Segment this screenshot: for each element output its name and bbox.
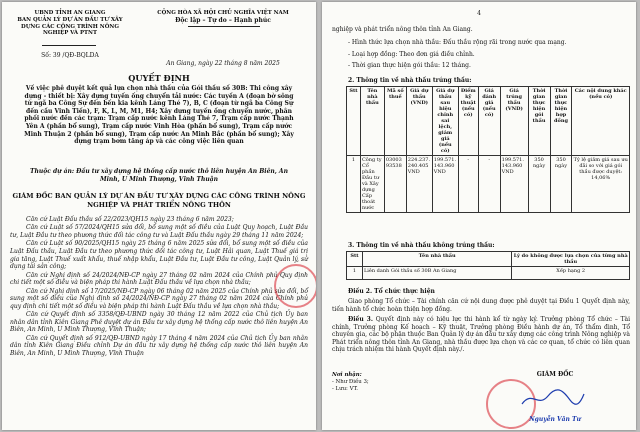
table-cell: 199.571. 143.960 VND	[500, 156, 528, 213]
section-2-title: 2. Thông tin về nhà thầu trúng thầu:	[348, 77, 472, 84]
section-3-title: 3. Thông tin về nhà thầu không trúng thầu:	[348, 242, 495, 249]
article-3-text: Quyết định này có hiệu lực thi hành kể từ ngày ký. Trưởng phòng Tổ chức – Tài chính, Trưởng phòng Kế hoạch – Kỹ thuật, Trưởng phòng Điều hành dự án, Tổ thẩm định, Tổ chuyên gia, các bộ phận thuộc Ban Quản lý dự án đầu tư xây dựng các công trình Nông nghiệp và Phát triển nông thôn tỉnh An Giang, nhà thầu được lựa chọn và các cơ quan, tổ chức có liên quan chịu trách nhiệm thi hành Quyết định này./.	[332, 316, 630, 354]
legal-basis-item: Căn cứ Quyết định số 912/QĐ-UBND ngày 17 tháng 4 năm 2024 của Chủ tịch Ủy ban nhân dân tỉnh Kiên Giang Điều chỉnh Dự án đầu tư xây dựng hệ thống cấp nước thô liên huyện An Biên, An Minh, U Minh Thượng, Vĩnh Thuận	[10, 334, 308, 357]
table-header-cell: Lý do không được lựa chọn của từng nhà thầu	[513, 253, 628, 265]
signer-name: Nguyễn Văn Tư	[529, 416, 581, 423]
issue-date: An Giang, ngày 22 tháng 8 năm 2025	[166, 60, 280, 67]
project-name: Thuộc dự án: Đầu tư xây dựng hệ thống cấp nước thô liên huyện An Biên, An Minh, U Minh Thượng, Vĩnh Thuận	[30, 168, 288, 183]
table-cell: 350 ngày	[528, 156, 550, 213]
table-cell: 03003 93538	[384, 156, 406, 213]
table-header-cell: Thời gian thực hiện gói thầu	[528, 87, 550, 156]
loser-table	[346, 251, 630, 280]
table-header-cell: Giá trúng thầu (VND)	[500, 87, 528, 156]
continued-text: nghiệp và phát triển nông thôn tỉnh An Giang.	[332, 26, 473, 33]
table-header-cell: Stt	[347, 252, 363, 267]
table-cell: 1	[347, 267, 363, 280]
loser-table-header	[347, 252, 630, 267]
article-2-text: Giao phòng Tổ chức – Tài chính căn cứ nội dung được phê duyệt tại Điều 1 Quyết định này, tiến hành tổ chức hoàn thiện hợp đồng.	[332, 298, 630, 313]
table-cell: 199.571. 143.960 VND	[432, 156, 458, 213]
article-3-paragraph	[332, 316, 630, 354]
winner-table-row	[347, 156, 630, 213]
table-cell: Liên danh Gói thầu số 30B An Giang	[362, 267, 511, 280]
issuing-authority: GIÁM ĐỐC BAN QUẢN LÝ DỰ ÁN ĐẦU TƯ XÂY DỰNG CÁC CÔNG TRÌNH NÔNG NGHIỆP VÀ PHÁT TRIỂN NÔNG THÔN	[12, 192, 306, 209]
org-name-line1: UBND TỈNH AN GIANG	[34, 10, 106, 16]
motto-underline	[188, 26, 260, 27]
winner-table	[346, 86, 630, 213]
bullet-item: - Hình thức lựa chọn nhà thầu: Đấu thầu rộng rãi trong nước qua mạng.	[348, 39, 567, 46]
org-underline	[42, 45, 96, 46]
legal-basis-item: Căn cứ Luật số 90/2025/QH15 ngày 25 tháng 6 năm 2025 sửa đổi, bổ sung một số điều của Luật Đấu thầu, Luật Đầu tư theo phương thức đối tác công tư, Luật Hải quan, Luật Thuế giá trị gia tăng, Luật Thuế xuất khẩu, thuế nhập khẩu, Luật Đầu tư, Luật Đầu tư công, Luật Quản lý, sử dụng tài sản công;	[10, 240, 308, 271]
document-type: QUYẾT ĐỊNH	[128, 73, 190, 83]
table-header-cell: Giá dự thầu sau hiệu chỉnh sai lệch, giảm giá (nếu có)	[432, 87, 458, 156]
article-2-heading: Điều 2. Tổ chức thực hiện	[348, 288, 435, 295]
table-header-cell: Mã số thuế	[384, 87, 406, 156]
decision-subject: Về việc phê duyệt kết quả lựa chọn nhà thầu của Gói thầu số 30B: Thi công xây dựng - thiết bị: Xây dựng tuyến ống chuyển tải nước: Các tuyến A (đoạn bờ sông từ ngã ba Công Sự đến bến kia kênh Láng Thé 7), B, C (đoạn từ ngã ba Công Sự đến cầu Vinh Tiến), F, K, L, M, M1, H4; Xây dựng tuyến ống chuyển nước, phân phối nước đến các trạm: Trạm cấp nước kênh Láng Thé 7, Trạm cấp nước Thạnh Yên A (phần bổ sung), Trạm cấp nước Vinh Hòa (phần bổ sung), Trạm cấp nước Minh Thuận 2 (phần bổ sung), Trạm cấp nước An Minh Bắc (phần bổ sung); Xây dựng trạm bơm tăng áp và các công việc liên quan	[24, 85, 294, 146]
table-cell: 1	[347, 156, 361, 213]
table-header-cell: Tên nhà thầu	[362, 252, 511, 267]
table-cell: Tỷ lệ giảm giá sau ưu đãi so với giá gói thầu được duyệt: 14,06%	[572, 156, 630, 213]
recipients-title: Nơi nhận:	[332, 372, 362, 378]
recipient-item: - Lưu: VT.	[332, 385, 358, 392]
loser-table-row	[347, 267, 630, 280]
recipient-item: - Như Điều 3;	[332, 379, 369, 385]
table-header-cell: Tên nhà thầu	[360, 87, 384, 156]
table-header-cell: Điểm kỹ thuật (nếu có)	[458, 87, 478, 156]
table-header-cell: Thời gian thực hiện hợp đồng	[550, 87, 572, 156]
table-cell: 350 ngày	[550, 156, 572, 213]
document-page-1	[2, 2, 316, 430]
legal-basis-item: Căn cứ Nghị định số 17/2025/NĐ-CP ngày 06 tháng 02 năm 2025 của Chính phủ sửa đổi, bổ sung một số điều của Nghị định số 24/2024/NĐ-CP ngày 27 tháng 02 năm 2024 của Chính phủ quy định chi tiết một số điều và biện pháp thi hành Luật Đấu thầu về lựa chọn nhà thầu;	[10, 287, 308, 310]
legal-basis-item: Căn cứ Luật số 57/2024/QH15 sửa đổi, bổ sung một số điều của Luật Quy hoạch, Luật Đầu tư, Luật Đầu tư theo phương thức đối tác công tư và Luật Đấu thầu ngày 29 tháng 11 năm 2024;	[10, 224, 308, 239]
legal-basis-item: Căn cứ Quyết định số 3358/QĐ-UBND ngày 30 tháng 12 năm 2022 của Chủ tịch Ủy ban nhân dân tỉnh Kiên Giang Phê duyệt dự án Đầu tư xây dựng hệ thống cấp nước thô liên huyện An Biên, An Minh, U Minh Thượng, Vĩnh Thuận;	[10, 311, 308, 334]
nation-name: CỘNG HÒA XÃ HỘI CHỦ NGHĨA VIỆT NAM	[157, 10, 289, 16]
legal-bases	[10, 216, 308, 358]
table-header-cell: Giá dự thầu (VND)	[406, 87, 432, 156]
legal-basis-item: Căn cứ Nghị định số 24/2024/NĐ-CP ngày 27 tháng 02 năm 2024 của Chính phủ Quy định chi tiết một số điều và biện pháp thi hành Luật Đấu thầu về lựa chọn nhà thầu;	[10, 271, 308, 287]
table-cell: Xếp hạng 2	[512, 267, 630, 280]
bullet-item: - Loại hợp đồng: Theo đơn giá điều chỉnh.	[348, 50, 475, 58]
table-header-cell: Các nội dung khác (nếu có)	[572, 87, 630, 156]
recipients-list	[332, 379, 432, 392]
bullet-list	[348, 39, 630, 70]
table-cell: 224.237. 240.405 VND	[406, 156, 432, 213]
table-header-cell: Giá đánh giá (nếu có)	[478, 87, 500, 156]
document-page-2	[322, 2, 636, 430]
signature-icon	[518, 386, 588, 410]
legal-basis-item: Căn cứ Luật Đấu thầu số 22/2023/QH15 ngày 23 tháng 6 năm 2023;	[26, 216, 234, 223]
bullet-item: - Thời gian thực hiện gói thầu: 12 tháng.	[348, 62, 471, 70]
page-number: 4	[477, 10, 481, 17]
table-cell: -	[478, 156, 500, 213]
table-header-cell: Stt	[347, 87, 361, 156]
table-cell: -	[458, 156, 478, 213]
signer-title: GIÁM ĐỐC	[536, 371, 574, 378]
table-cell: Công ty Cổ phần Đầu tư và Xây dựng Cấp thoát nước	[360, 156, 384, 213]
seal-stamp-edge	[274, 264, 316, 308]
article-3-heading: Điều 3.	[348, 316, 373, 323]
document-number: Số: 39 /QĐ-BQLDA	[41, 52, 99, 59]
winner-table-header	[347, 87, 630, 156]
national-motto: Độc lập – Tự do – Hạnh phúc	[175, 17, 271, 24]
org-name-line2: BAN QUẢN LÝ DỰ ÁN ĐẦU TƯ XÂY DỰNG CÁC CÔNG TRÌNH NÔNG NGHIỆP VÀ PTNT	[17, 17, 123, 37]
